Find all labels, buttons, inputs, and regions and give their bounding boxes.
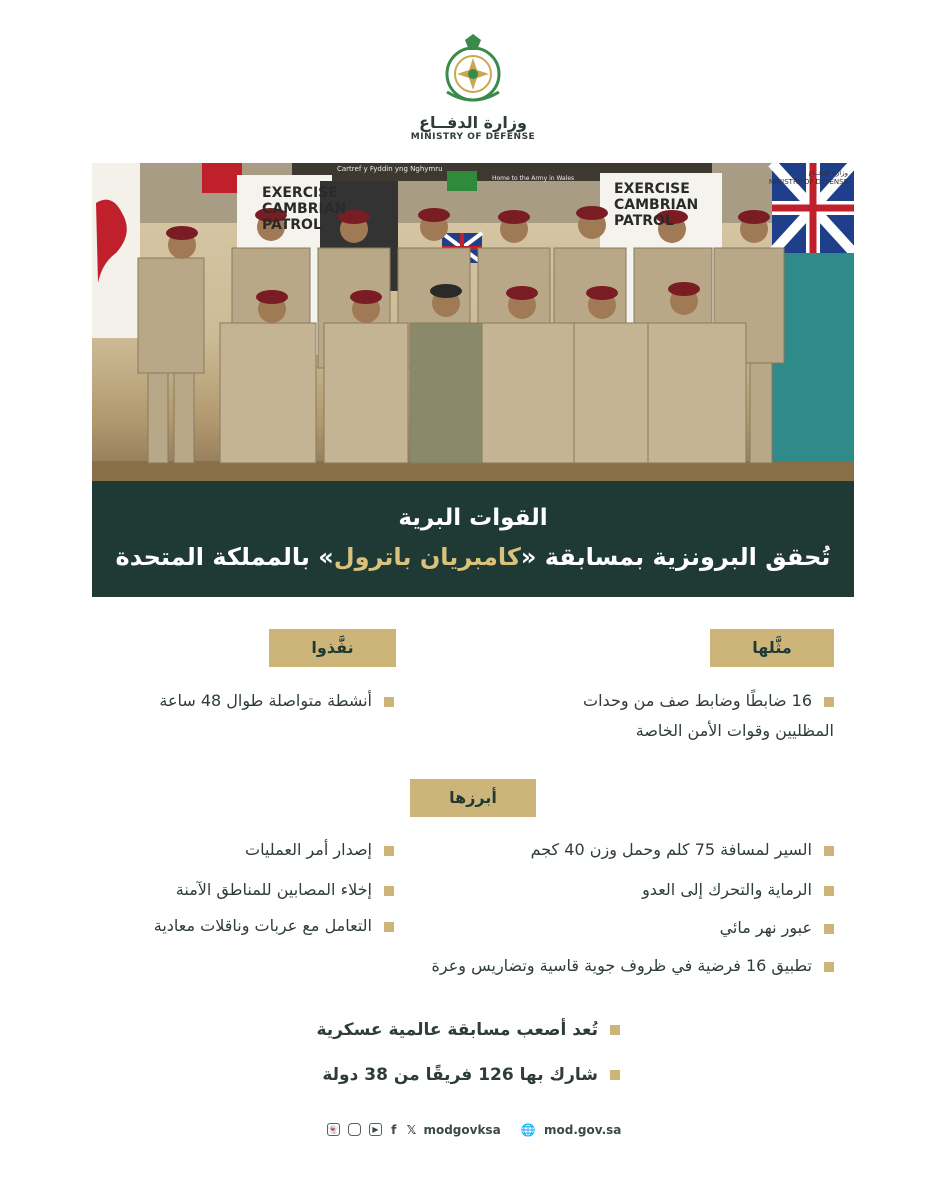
bullet-square-icon bbox=[824, 886, 834, 896]
page-header bbox=[0, 30, 946, 142]
list-item-text: تطبيق 16 فرضية في ظروف جوية قاسية وتضاريس وعرة bbox=[431, 956, 812, 975]
social-handle[interactable]: modgovksa bbox=[423, 1122, 501, 1137]
list-item-text: عبور نهر مائي bbox=[719, 918, 812, 937]
ministry-name-arabic: وزارة الدفــاع bbox=[419, 113, 527, 132]
headline-band bbox=[92, 481, 854, 597]
watermark-english: MINISTRY OF DEFENSE bbox=[768, 178, 848, 186]
bullet-square-icon bbox=[824, 962, 834, 972]
bullet-square-icon bbox=[824, 924, 834, 934]
page-footer bbox=[0, 1122, 946, 1137]
list-item-text: التعامل مع عربات وناقلات معادية bbox=[153, 916, 372, 935]
exercise-banner-right: EXERCISE CAMBRIAN PATROL bbox=[614, 181, 699, 229]
bullet-square-icon bbox=[384, 922, 394, 932]
list-item bbox=[94, 875, 394, 905]
fact-item bbox=[280, 1060, 620, 1090]
headline-subtitle-highlight: كامبريان باترول bbox=[333, 543, 521, 571]
list-item bbox=[474, 913, 834, 943]
bullet-square-icon bbox=[610, 1070, 620, 1080]
list-item bbox=[94, 835, 394, 865]
list-item-text: إصدار أمر العمليات bbox=[245, 840, 372, 859]
list-item-text: إخلاء المصابين للمناطق الآمنة bbox=[175, 880, 372, 899]
ministry-name-english: MINISTRY OF DEFENSE bbox=[410, 132, 536, 142]
facebook-icon[interactable]: f bbox=[391, 1122, 397, 1137]
headline-subtitle-part-b: » بالمملكة المتحدة bbox=[115, 543, 334, 571]
list-item bbox=[474, 875, 834, 905]
fact-item-text: تُعد أصعب مسابقة عالمية عسكرية bbox=[316, 1020, 598, 1040]
list-item-text: الرماية والتحرك إلى العدو bbox=[642, 880, 812, 899]
list-item bbox=[544, 686, 834, 746]
team-photo-illustration bbox=[92, 163, 854, 481]
bullet-square-icon bbox=[824, 697, 834, 707]
list-item bbox=[74, 911, 394, 941]
snapchat-icon[interactable]: 👻 bbox=[328, 1125, 339, 1134]
list-item bbox=[474, 835, 834, 865]
ministry-emblem-icon bbox=[433, 30, 513, 110]
list-item-text: 16 ضابطًا وضابط صف من وحدات المظليين وقوات الأمن الخاصة bbox=[583, 691, 834, 740]
list-item-text: السير لمسافة 75 كلم وحمل وزن 40 كجم bbox=[530, 840, 812, 859]
headline-subtitle-part-a: تُحقق البرونزية بمسابقة « bbox=[520, 543, 831, 571]
fact-item-text: شارك بها 126 فريقًا من 38 دولة bbox=[322, 1065, 598, 1085]
list-item bbox=[374, 951, 834, 981]
photo-watermark bbox=[769, 169, 848, 187]
exercise-banner-left: EXERCISE CAMBRIAN PATROL bbox=[262, 185, 347, 233]
headline-title: القوات البرية bbox=[398, 505, 548, 531]
fact-item bbox=[280, 1015, 620, 1045]
bullet-square-icon bbox=[384, 697, 394, 707]
globe-icon: 🌐 bbox=[520, 1122, 536, 1137]
website-link[interactable]: mod.gov.sa bbox=[544, 1122, 622, 1137]
section-label-executed: نفَّذوا bbox=[269, 629, 396, 667]
x-icon[interactable]: 𝕏 bbox=[406, 1122, 417, 1137]
section-label-represented: مثَّلها bbox=[710, 629, 834, 667]
list-item-text: أنشطة متواصلة طوال 48 ساعة bbox=[159, 691, 372, 710]
team-photo bbox=[92, 163, 854, 481]
section-label-highlights: أبرزها bbox=[410, 779, 536, 817]
youtube-icon[interactable]: ▶ bbox=[369, 1123, 382, 1136]
list-item bbox=[94, 686, 394, 716]
wall-sign-welsh: Cartref y Fyddin yng Nghymru bbox=[337, 165, 443, 173]
bullet-square-icon bbox=[824, 846, 834, 856]
headline-subtitle bbox=[92, 539, 854, 575]
wall-sign-english: Home to the Army in Wales bbox=[492, 175, 575, 182]
bullet-square-icon bbox=[384, 846, 394, 856]
bullet-square-icon bbox=[384, 886, 394, 896]
bullet-square-icon bbox=[610, 1025, 620, 1035]
watermark-arabic: وزارة الدفــاع bbox=[808, 169, 848, 177]
instagram-icon[interactable] bbox=[348, 1123, 361, 1136]
